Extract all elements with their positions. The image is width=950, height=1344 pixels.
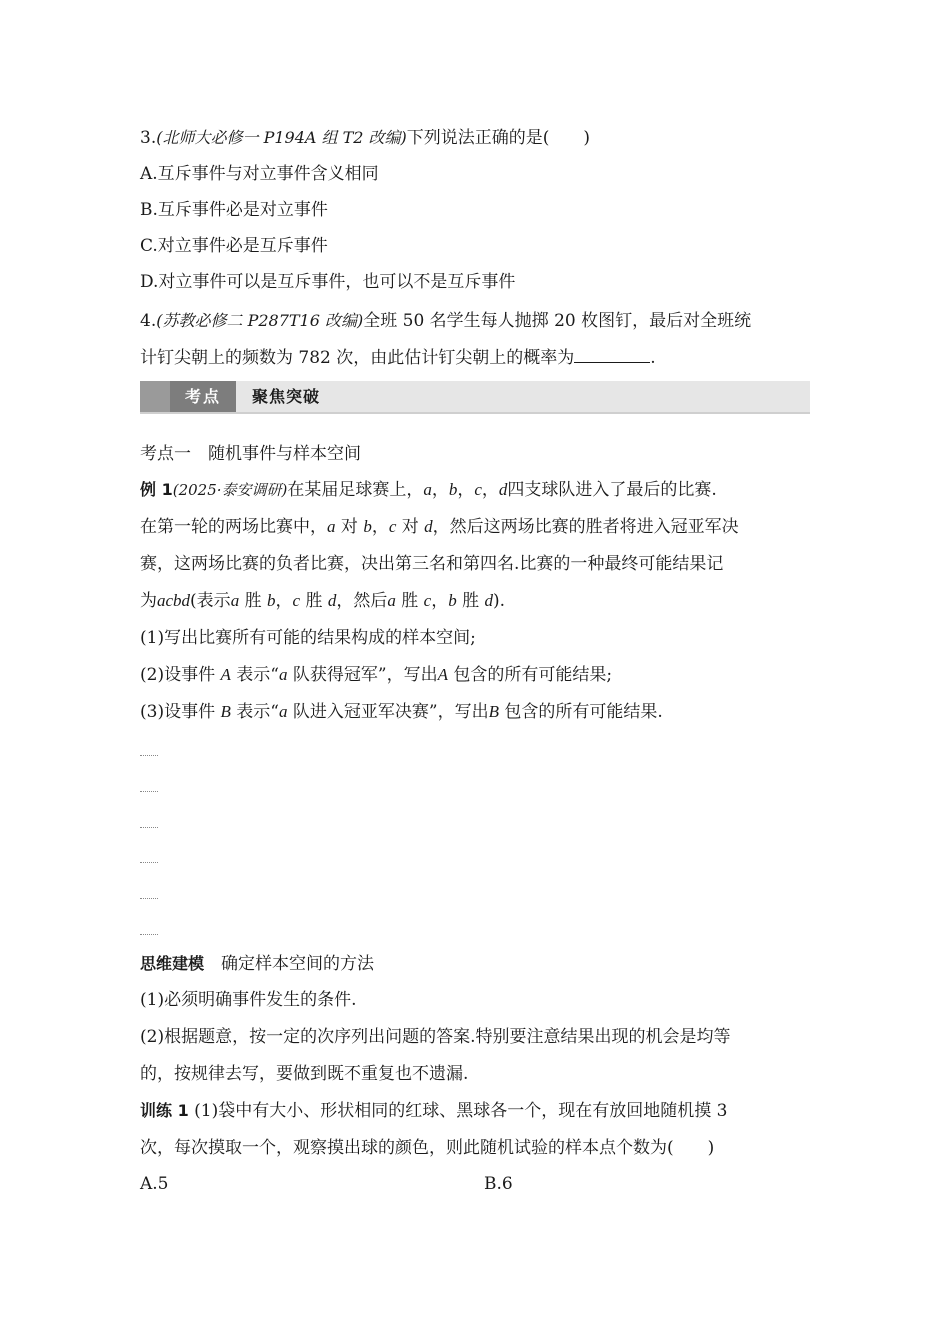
answer-blank[interactable] (574, 346, 650, 363)
training1-text1: (1)袋中有大小、形状相同的红球、黑球各一个，现在有放回地随机摸 3 (194, 1101, 728, 1121)
var-d: d (424, 517, 433, 536)
answer-line (140, 755, 158, 756)
var-d: d (498, 480, 508, 499)
p2-text-b: 表示“ (236, 665, 279, 685)
var-d: d (484, 591, 494, 610)
q3-paren-close: ) (583, 128, 591, 148)
q3-option-a: A.互斥事件与对立事件含义相同 (140, 164, 379, 184)
answer-line (140, 934, 158, 935)
example1-l2-text-a: 在第一轮的两场比赛中， (140, 517, 327, 537)
win-word: 胜 (401, 591, 419, 611)
event-a: A (437, 665, 448, 684)
var-c: c (474, 480, 482, 499)
q3-option-c: C.对立事件必是互斥事件 (140, 236, 328, 256)
var-c: c (388, 517, 397, 536)
var-c: c (423, 591, 432, 610)
win-word: 胜 (244, 591, 262, 611)
var-c: c (292, 591, 301, 610)
q4-line2 (140, 346, 656, 370)
example1-l2-text-b: ，然后这两场比赛的胜者将进入冠亚军决 (432, 517, 739, 537)
var-a: a (327, 517, 336, 536)
q3-source: (北师大必修一 P194A 组 T2 改编) (156, 128, 407, 147)
event-b: B (488, 702, 499, 721)
model-point2-line2: 的，按规律去写，要做到既不重复也不遗漏. (140, 1064, 469, 1084)
training1-option-b: B.6 (484, 1174, 513, 1194)
p3-text-c: 队进入冠亚军决赛”，写出 (292, 702, 489, 722)
banner-title: 聚焦突破 (252, 387, 321, 406)
var-b: b (448, 480, 458, 499)
example1-text-a: 在某届足球赛上， (287, 480, 424, 500)
example1-line4: 为acbd(表示a 胜 b，c 胜 d，然后a 胜 c，b 胜 d). (140, 591, 506, 611)
answer-line (140, 862, 158, 863)
example1-part2 (140, 663, 612, 687)
q3-stem-text: 下列说法正确的是( (406, 128, 550, 148)
var-b: b (448, 591, 457, 610)
var-b: b (267, 591, 276, 610)
banner-tag: 考点 (170, 381, 236, 412)
banner-shade (140, 381, 170, 412)
example1-line2: 在第一轮的两场比赛中，a 对 b，c 对 d，然后这两场比赛的胜者将进入冠亚军决 (140, 517, 739, 537)
example1-l4-biaoshi: (表示 (190, 591, 231, 611)
training1-line1 (140, 1099, 727, 1123)
training1-line2 (140, 1136, 714, 1160)
q3-option-b: B.互斥事件必是对立事件 (140, 200, 328, 220)
answer-line (140, 898, 158, 899)
example1-l4-wei: 为 (140, 591, 157, 611)
answer-line (140, 791, 158, 792)
training1-paren-close: ) (707, 1138, 715, 1158)
var-a: a (230, 591, 240, 610)
q3-stem (140, 126, 590, 150)
dui-word: 对 (340, 517, 358, 537)
example1-part1: (1)写出比赛所有可能的结果构成的样本空间; (140, 628, 476, 648)
example-source: (2025·泰安调研) (172, 481, 288, 499)
q4-number: 4. (140, 311, 157, 331)
answer-line (140, 827, 158, 828)
p3-text-b: 表示“ (236, 702, 279, 722)
example1-text-b: 四支球队进入了最后的比赛. (507, 480, 717, 500)
q3-option-d: D.对立事件可以是互斥事件，也可以不是互斥事件 (140, 272, 516, 292)
training1-option-a: A.5 (140, 1174, 169, 1194)
model-heading (140, 952, 374, 976)
team-a: a (279, 665, 288, 684)
p2-text-d: 包含的所有可能结果; (453, 665, 613, 685)
p3-text-a: (3)设事件 (140, 702, 216, 722)
q4-line1 (140, 309, 751, 333)
training1-text2: 次，每次摸取一个，观察摸出球的颜色，则此随机试验的样本点个数为( (140, 1138, 674, 1158)
var-a: a (423, 480, 432, 499)
dui-word: 对 (401, 517, 419, 537)
p2-text-c: 队获得冠军”，写出 (292, 665, 438, 685)
example1-l4-end: ). (493, 591, 506, 611)
training-label: 训练 1 (140, 1101, 189, 1120)
q4-line1-text: 全班 50 名学生每人抛掷 20 枚图钉，最后对全班统 (363, 311, 752, 331)
result-acbd: acbd (157, 591, 191, 610)
example1-part3 (140, 700, 663, 724)
q3-number: 3. (140, 128, 157, 148)
var-a: a (387, 591, 396, 610)
model-point2-line1: (2)根据题意，按一定的次序列出问题的答案.特别要注意结果出现的机会是均等 (140, 1027, 731, 1047)
win-word: 胜 (305, 591, 323, 611)
team-a: a (279, 702, 288, 721)
q4-line2-text: 计钉尖朝上的频数为 782 次，由此估计钉尖朝上的概率为 (140, 348, 575, 368)
win-word: 胜 (462, 591, 480, 611)
example1-line1: 例 1(2025·泰安调研)在某届足球赛上，a，b，c，d四支球队进入了最后的比赛. (140, 480, 717, 500)
q4-source: (苏教必修二 P287T16 改编) (156, 311, 364, 330)
q4-period: . (650, 348, 656, 368)
example1-l4-then: ，然后 (336, 591, 388, 611)
p3-text-d: 包含的所有可能结果. (504, 702, 663, 722)
model-title: 确定样本空间的方法 (221, 954, 375, 974)
event-a: A (220, 665, 231, 684)
model-point1: (1)必须明确事件发生的条件. (140, 990, 357, 1010)
p2-text-a: (2)设事件 (140, 665, 216, 685)
section-banner (140, 381, 810, 414)
event-b: B (220, 702, 231, 721)
example1-line3: 赛，这两场比赛的负者比赛，决出第三名和第四名.比赛的一种最终可能结果记 (140, 554, 724, 574)
var-d: d (327, 591, 337, 610)
kaodian-heading: 考点一 随机事件与样本空间 (140, 444, 361, 464)
model-label: 思维建模 (140, 954, 205, 973)
var-b: b (363, 517, 372, 536)
example-label: 例 1 (140, 480, 173, 499)
